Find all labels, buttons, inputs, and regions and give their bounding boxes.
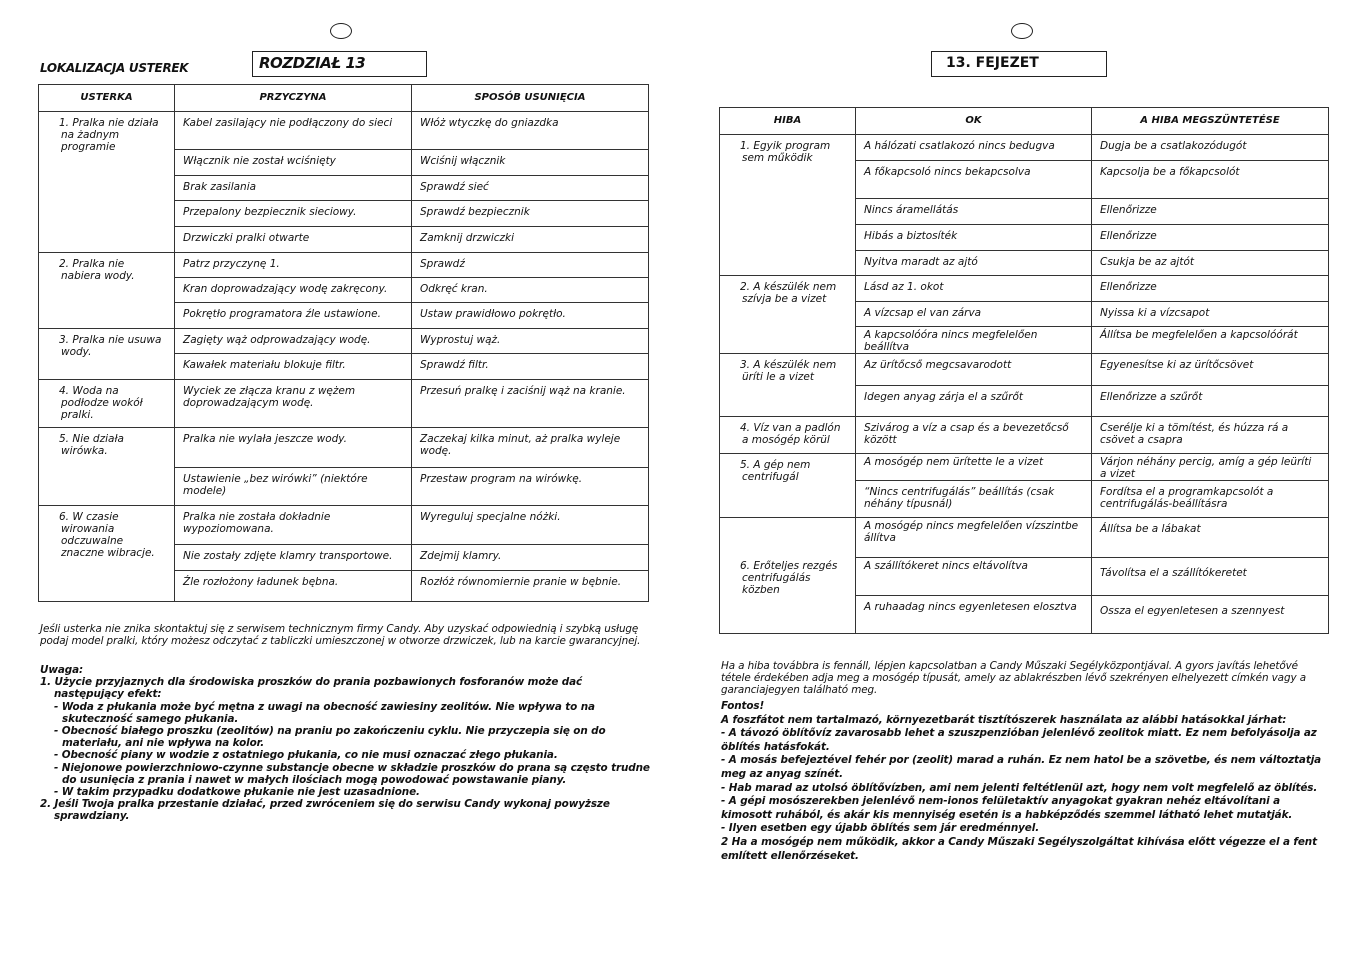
uwaga-bullet: - Obecność białego proszku (zeolitów) na praniu po zakończeniu cyklu. Nie przyczepia się on do materiału, ani nie wpływa na kolor.	[54, 725, 606, 750]
remedy-cell: Egyenesítse ki az ürítőcsövet	[1092, 354, 1329, 386]
remedy-cell: Zdejmij klamry.	[412, 545, 649, 571]
language-indicator-oval	[330, 23, 352, 39]
remedy-cell: Ossza el egyenletesen a szennyest	[1092, 596, 1329, 634]
fontos-line: - A távozó öblítővíz zavarosabb lehet a szuszpenzióban jelenlévő zeolitok miatt. Ez nem befolyásolja az öblítés hatásfokát.	[721, 727, 1317, 753]
cause-cell: Pralka nie została dokładnie wypoziomowana.	[175, 506, 412, 545]
remedy-cell: Sprawdź filtr.	[412, 354, 649, 380]
remedy-cell: Wciśnij włącznik	[412, 150, 649, 176]
remedy-cell: Ellenőrizze	[1092, 199, 1329, 225]
remedy-cell: Várjon néhány percig, amíg a gép leüríti a vizet	[1092, 454, 1329, 481]
remedy-cell: Przestaw program na wirówkę.	[412, 468, 649, 506]
remedy-cell: Ellenőrizze	[1092, 276, 1329, 302]
cause-cell: Nincs áramellátás	[856, 199, 1092, 225]
remedy-cell: Przesuń pralkę i zaciśnij wąż na kranie.	[412, 380, 649, 428]
fault-cell: 4. Víz van a padlón a mosógép körül	[720, 417, 856, 454]
remedy-cell: Ellenőrizze	[1092, 225, 1329, 251]
remedy-cell: Zaczekaj kilka minut, aż pralka wyleje wodę.	[412, 428, 649, 468]
chapter-title: 13. FEJEZET	[931, 51, 1107, 77]
remedy-cell: Rozłóż równomiernie pranie w bębnie.	[412, 571, 649, 602]
fault-cell: 2. A készülék nem szívja be a vizet	[720, 276, 856, 354]
cause-cell: Drzwiczki pralki otwarte	[175, 227, 412, 253]
fontos-title: Fontos!	[721, 700, 765, 712]
uwaga-item-1: 1. Użycie przyjaznych dla środowiska proszków do prania pozbawionych fosforanów może dać następujący efekt:	[40, 676, 583, 701]
header-remedy: A HIBA MEGSZÜNTETÉSE	[1092, 108, 1329, 135]
cause-cell: Pralka nie wylała jeszcze wody.	[175, 428, 412, 468]
remedy-cell: Wyprostuj wąż.	[412, 329, 649, 354]
uwaga-item-2: 2. Jeśli Twoja pralka przestanie działać, przed zwróceniem się do serwisu Candy wykonaj powyższe sprawdziany.	[40, 798, 610, 823]
cause-cell: Ustawienie „bez wirówki” (niektóre modele)	[175, 468, 412, 506]
remedy-cell: Sprawdź bezpiecznik	[412, 201, 649, 227]
cause-cell: Patrz przyczynę 1.	[175, 253, 412, 278]
cause-cell: Kran doprowadzający wodę zakręcony.	[175, 278, 412, 303]
remedy-cell: Zamknij drzwiczki	[412, 227, 649, 253]
cause-cell: A mosógép nem ürítette le a vizet	[856, 454, 1092, 481]
cause-cell: “Nincs centrifugálás” beállítás (csak néhány típusnál)	[856, 481, 1092, 518]
fault-cell: 3. A készülék nem üríti le a vizet	[720, 354, 856, 417]
cause-cell: Idegen anyag zárja el a szűrőt	[856, 386, 1092, 417]
header-cause: PRZYCZYNA	[175, 85, 412, 112]
uwaga-title: Uwaga:	[40, 664, 84, 676]
fault-cell: 1. Egyik program sem működik	[720, 135, 856, 276]
cause-cell: Włącznik nie został wciśnięty	[175, 150, 412, 176]
cause-cell: Kawałek materiału blokuje filtr.	[175, 354, 412, 380]
troubleshooting-table	[38, 84, 649, 602]
fault-cell: 2. Pralka nie nabiera wody.	[39, 253, 175, 329]
troubleshooting-table	[719, 107, 1329, 634]
cause-cell: Lásd az 1. okot	[856, 276, 1092, 302]
uwaga-block	[40, 664, 650, 823]
service-note: Jeśli usterka nie znika skontaktuj się z serwisem technicznym firmy Candy. Aby uzyskać odpowiednią i szybką usługę podaj model pralki, który możesz odczytać z tabliczki umieszczonej w otworze drzwiczek, lub na karcie gwarancyjnej.	[40, 623, 641, 648]
remedy-cell: Állítsa be a lábakat	[1092, 518, 1329, 558]
remedy-cell: Ustaw prawidłowo pokrętło.	[412, 303, 649, 329]
cause-cell: Źle rozłożony ładunek bębna.	[175, 571, 412, 602]
uwaga-bullet: - Obecność piany w wodzie z ostatniego płukania, co nie musi oznaczać złego płukania.	[54, 749, 558, 762]
uwaga-bullet: - W takim przypadku dodatkowe płukanie nie jest uzasadnione.	[54, 786, 420, 799]
remedy-cell: Távolítsa el a szállítókeretet	[1092, 558, 1329, 596]
chapter-title: ROZDZIAŁ 13	[252, 51, 427, 77]
fontos-line: - A gépi mosószerekben jelenlévő nem-ionos felületaktív anyagokat gyakran nehéz eltávolítani a kimosott ruhából, és akár kis mennyiség esetén is a habképződés szemmel látható lehet mutatják.	[721, 795, 1293, 821]
cause-cell: Przepalony bezpiecznik sieciowy.	[175, 201, 412, 227]
cause-cell: Hibás a biztosíték	[856, 225, 1092, 251]
header-remedy: SPOSÓB USUNIĘCIA	[412, 85, 649, 112]
fault-cell: 6. Erőteljes rezgés centrifugálás közben	[720, 518, 856, 634]
cause-cell: Kabel zasilający nie podłączony do sieci	[175, 112, 412, 150]
remedy-cell: Włóż wtyczkę do gniazdka	[412, 112, 649, 150]
cause-cell: A ruhaadag nincs egyenletesen elosztva	[856, 596, 1092, 634]
cause-cell: Wyciek ze złącza kranu z wężem doprowadzającym wodę.	[175, 380, 412, 428]
cause-cell: A vízcsap el van zárva	[856, 302, 1092, 327]
fault-cell: 1. Pralka nie działa na żadnym programie	[39, 112, 175, 253]
service-note: Ha a hiba továbbra is fennáll, lépjen kapcsolatban a Candy Műszaki Segélyközpontjával. A gyors javítás lehetővé tétele érdekében adja meg a mosógép típusát, amely az ablakrészben lévő szekrényen elhelyezett címkén vagy a garanciajegyen található meg.	[721, 660, 1306, 697]
language-indicator-oval	[1011, 23, 1033, 39]
header-fault: USTERKA	[39, 85, 175, 112]
fontos-line: 2 Ha a mosógép nem működik, akkor a Candy Műszaki Segélyszolgáltat kihívása előtt végezze el a fent említett ellenőrzéseket.	[721, 835, 1317, 862]
uwaga-bullet: - Woda z płukania może być mętna z uwagi na obecność zawiesiny zeolitów. Nie wpływa to na skuteczność samego płukania.	[54, 700, 595, 725]
remedy-cell: Dugja be a csatlakozódugót	[1092, 135, 1329, 161]
cause-cell: A hálózati csatlakozó nincs bedugva	[856, 135, 1092, 161]
fontos-line: - Ilyen esetben egy újabb öblítés sem jár eredménnyel.	[721, 822, 1040, 835]
fontos-line: - A mosás befejeztével fehér por (zeolit) marad a ruhán. Ez nem hatol be a szövetbe, és nem változtatja meg az anyag színét.	[721, 754, 1322, 780]
remedy-cell: Ellenőrizze a szűrőt	[1092, 386, 1329, 417]
remedy-cell: Cserélje ki a tömítést, és húzza rá a csövet a csapra	[1092, 417, 1329, 454]
fontos-line: - Hab marad az utolsó öblítővízben, ami nem jelenti feltétlenül azt, hogy nem volt megfelelő az öblítés.	[721, 781, 1318, 794]
remedy-cell: Sprawdź	[412, 253, 649, 278]
uwaga-bullet: - Niejonowe powierzchniowo-czynne substancje obecne w składzie proszków do prana są często trudne do usunięcia z prania i nawet w małych ilościach mogą powodować powstawanie piany.	[54, 761, 650, 786]
cause-cell: A mosógép nincs megfelelően vízszintbe állítva	[856, 518, 1092, 558]
remedy-cell: Fordítsa el a programkapcsolót a centrifugálás-beállításra	[1092, 481, 1329, 518]
remedy-cell: Odkręć kran.	[412, 278, 649, 303]
remedy-cell: Kapcsolja be a főkapcsolót	[1092, 161, 1329, 199]
header-cause: OK	[856, 108, 1092, 135]
section-label: LOKALIZACJA USTEREK	[40, 61, 189, 75]
remedy-cell: Állítsa be megfelelően a kapcsolóórát	[1092, 327, 1329, 354]
cause-cell: Zagięty wąż odprowadzający wodę.	[175, 329, 412, 354]
fault-cell: 5. A gép nem centrifugál	[720, 454, 856, 518]
cause-cell: Szivárog a víz a csap és a bevezetőcső között	[856, 417, 1092, 454]
cause-cell: Nyitva maradt az ajtó	[856, 251, 1092, 276]
remedy-cell: Wyreguluj specjalne nóżki.	[412, 506, 649, 545]
fault-cell: 4. Woda na podłodze wokół pralki.	[39, 380, 175, 428]
cause-cell: Pokrętło programatora źle ustawione.	[175, 303, 412, 329]
remedy-cell: Csukja be az ajtót	[1092, 251, 1329, 276]
cause-cell: A kapcsolóóra nincs megfelelően beállítva	[856, 327, 1092, 354]
header-fault: HIBA	[720, 108, 856, 135]
fault-cell: 6. W czasie wirowania odczuwalne znaczne wibracje.	[39, 506, 175, 602]
cause-cell: Brak zasilania	[175, 176, 412, 201]
remedy-cell: Sprawdź sieć	[412, 176, 649, 201]
cause-cell: A szállítókeret nincs eltávolítva	[856, 558, 1092, 596]
fontos-block	[721, 700, 1327, 863]
cause-cell: Nie zostały zdjęte klamry transportowe.	[175, 545, 412, 571]
fault-cell: 3. Pralka nie usuwa wody.	[39, 329, 175, 380]
cause-cell: A főkapcsoló nincs bekapcsolva	[856, 161, 1092, 199]
remedy-cell: Nyissa ki a vízcsapot	[1092, 302, 1329, 327]
fault-cell: 5. Nie działa wirówka.	[39, 428, 175, 506]
cause-cell: Az ürítőcső megcsavarodott	[856, 354, 1092, 386]
fontos-line: A foszfátot nem tartalmazó, környezetbarát tisztítószerek használata az alábbi hatásokkal járhat:	[721, 713, 1287, 726]
